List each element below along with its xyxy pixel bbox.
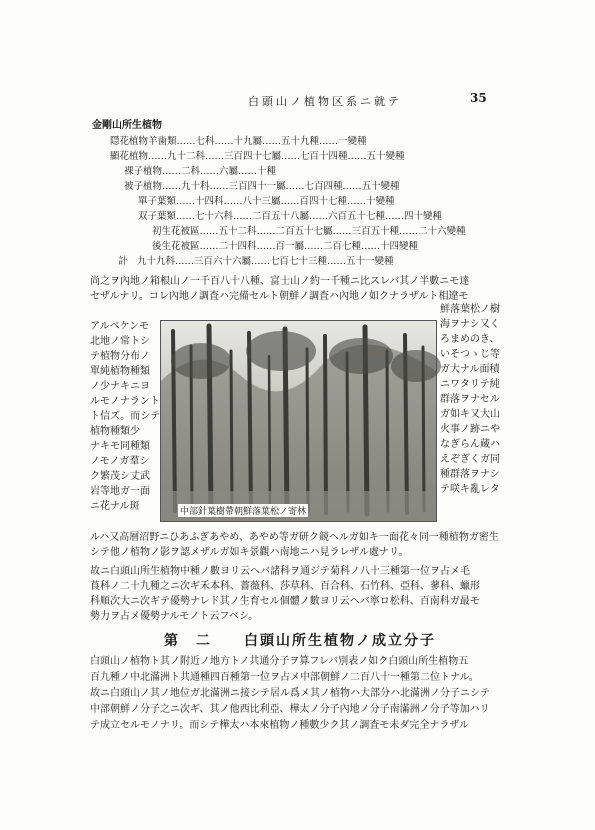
column-line: ク繁茂シ丈武 xyxy=(90,471,150,482)
column-line: いそつゝじ等 xyxy=(440,349,500,360)
column-line: アルベケンモ xyxy=(90,321,150,332)
stats-title: 金剛山所生植物 xyxy=(92,120,162,131)
column-line: ルモノナラント xyxy=(90,396,160,407)
column-line: 火事ノ跡ニや xyxy=(440,424,500,435)
column-line: ニワタリテ純 xyxy=(440,379,500,390)
column-line: ト信ズ。而シテ xyxy=(90,411,161,422)
page-number: 35 xyxy=(470,91,487,105)
right-text-column xyxy=(440,302,515,497)
paragraph-line: 中部朝鮮ノ分子之ニ次ギ、其ノ他西比利亞、樺太ノ分子內地ノ分子南滿洲ノ分子等加ハリ xyxy=(90,704,490,715)
stats-row: 隠花植物羊歯類……七科……十九屬……五十九種……一變種 xyxy=(110,136,367,147)
photo-caption: 中部針葉樹帶朝鮮落葉松ノ寄林 xyxy=(178,504,308,517)
paragraph-line: 百九種ノ中北滿洲ト共通種四百種第一位ヲ占メ中部朝鮮ノ二百八十一種第二位トナル。 xyxy=(90,672,479,683)
forest-photo-illustration xyxy=(161,321,436,521)
forest-photo xyxy=(160,320,437,522)
stats-row: 裸子植物……二科……六屬……十種 xyxy=(124,166,277,177)
column-line: ノモノガ羣シ xyxy=(90,456,150,467)
stats-row: 初生花被區……五十二科……二百五十七屬……三百五十種……二十六變種 xyxy=(152,226,466,237)
paragraph-line: 白頭山ノ植物ト其ノ附近ノ地方トノ共通分子ヲ算フレバ別表ノ如ク白頭山所生植物五 xyxy=(90,656,469,667)
stats-row: 後生花被區……二十四科……百一屬……二百七種……十四變種 xyxy=(152,241,419,252)
column-line: ガ如キ又大山 xyxy=(440,409,500,420)
paragraph-line: 莨科ノ二十九種之ニ次ギ禾本科、薔薇科、莎草科、百合科、石竹科、亞科、蓼科、蠟形 xyxy=(90,581,480,592)
column-line: テ植物分布ノ xyxy=(90,351,150,362)
column-line: ろまめのき、 xyxy=(440,334,500,345)
left-text-column xyxy=(90,319,161,514)
stats-row: 双子葉類……七十六科……二百五十八屬……六百五十七種……四十變種 xyxy=(138,211,443,222)
column-line: 單純植物種類 xyxy=(90,366,150,377)
column-line: 種群落ヲナシ xyxy=(440,469,500,480)
column-line: 北地ノ常トシ xyxy=(90,336,150,347)
column-line: テ咲キ亂レタ xyxy=(440,484,500,495)
paragraph-line: 故ニ白頭山ノ其ノ地位ガ北滿洲ニ接シテ居ル爲メ其ノ植物ハ大部分ハ北滿洲ノ分子ニシテ xyxy=(90,688,490,699)
paragraph-line: テ成立セルモノナリ。而シテ樺太ハ本來植物ノ種數少ク其ノ調査モ未ダ完全ナラザル xyxy=(90,720,469,731)
column-line: ノ少ナキニヨ xyxy=(90,381,150,392)
column-line: ニ花ナル斑 xyxy=(90,501,140,512)
stats-row: 被子植物……九十科……三百四十一屬……七百四種……五十變種 xyxy=(124,181,400,192)
paragraph-line: シテ他ノ植物ノ影ヲ認メザルガ如キ景觀ハ南地ニハ見ラレザル處ナリ。 xyxy=(90,547,409,558)
stats-row: 顯花植物……九十二科……三百四十七屬……七百十四種……五十變種 xyxy=(110,151,405,162)
column-line: ガ大ナル面積 xyxy=(440,364,500,375)
stats-row: 計 九十九科……三百六十六屬……七百七十三種……五十一變種 xyxy=(118,256,394,267)
paragraph-line: 科順次大ニ次ギテ優勢ナレド其ノ生育セル個體ノ數ヨリ云ヘバ寧ロ松科、百南科ガ最モ xyxy=(90,596,480,607)
column-line: 鮮落葉松ノ樹 xyxy=(440,304,500,315)
section-heading: 第 二 白頭山所生植物ノ成立分子 xyxy=(164,633,436,649)
column-line: ナキモ同種類 xyxy=(90,441,150,452)
stats-row: 單子葉類……十四科……八十三屬……百四十七種……十變種 xyxy=(138,196,395,207)
column-line: 海ヲナシ又く xyxy=(440,319,500,330)
paragraph-line: 故ニ白頭山所生植物中種ノ數ヨリ云ヘバ諸科ヲ通ジテ菊科ノ八十三種第一位ヲ占メ毛 xyxy=(90,566,470,577)
paragraph-line: セザルナリ。コレ內地ノ調査ハ完備セルト朝鮮ノ調査ハ內地ノ如クナラザルト相違モ xyxy=(90,291,469,302)
column-line: 植物種類少 xyxy=(90,426,140,437)
paragraph-line: 尚之ヲ內地ノ箱根山ノ一千百八十八種、富士山ノ約一千種ニ比スレバ其ノ半數ニモ達 xyxy=(90,276,470,287)
paragraph-line: ルハ又高層沼野ニひあふぎあやめ、あやめ等ガ研ク競ヘルガ如キ一面花々同一種植物ガ密生 xyxy=(90,532,499,543)
column-line: 群落ヲナセル xyxy=(440,394,500,405)
paragraph-line: 勢力ヲ占メ優勢ナルモノト云フベシ。 xyxy=(90,611,259,622)
column-line: なぎらん蔵ハ xyxy=(440,439,500,450)
column-line: 岩等地ガ一面 xyxy=(90,486,150,497)
column-line: えぞぎくガ同 xyxy=(440,454,500,465)
running-header: 白頭山ノ植物区系ニ就テ xyxy=(248,95,402,108)
